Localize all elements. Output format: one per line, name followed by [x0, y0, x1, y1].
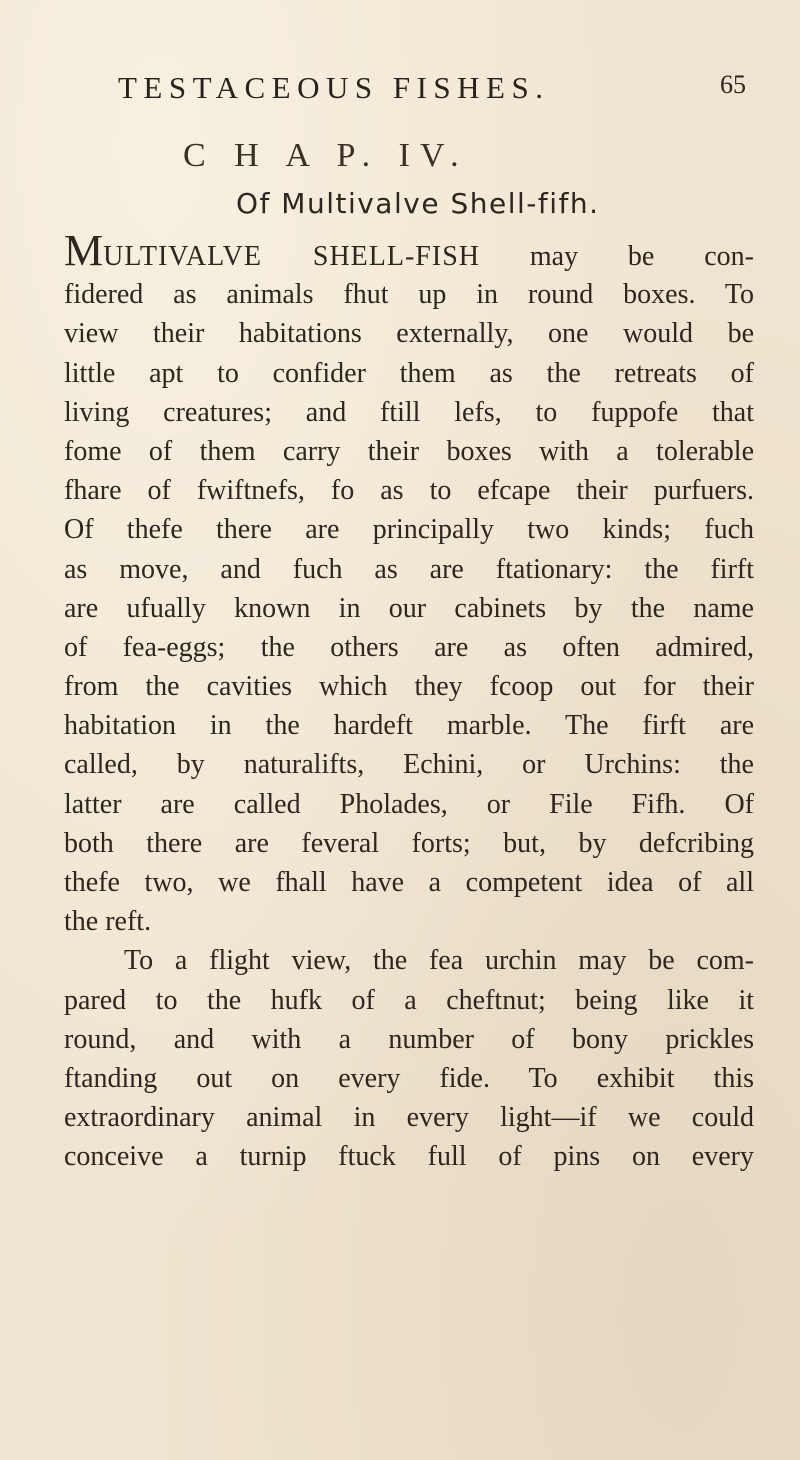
text-line: Of thefe there are principally two kinds; fuch: [64, 514, 754, 546]
chapter-subtitle: Of Multivalve Shell-fifh.: [236, 187, 600, 220]
running-head: [118, 70, 758, 110]
text-line: called, by naturalifts, Echini, or Urchins: the: [64, 749, 754, 781]
text-line: ftanding out on every fide. To exhibit this: [64, 1062, 754, 1094]
text-line: fhare of fwiftnefs, fo as to efcape their purfuers.: [64, 475, 754, 507]
drop-cap: M: [64, 226, 104, 275]
text-line: view their habitations externally, one would be: [64, 318, 754, 350]
text-line: thefe two, we fhall have a competent idea of all: [64, 867, 754, 898]
text-line: are ufually known in our cabinets by the name: [64, 592, 754, 624]
text-line: latter are called Pholades, or File Fifh. Of: [64, 788, 754, 820]
text-line: fidered as animals fhut up in round boxes. To: [64, 279, 754, 311]
text-line: fome of them carry their boxes with a tolerable: [64, 435, 754, 467]
text-line: extraordinary animal in every light—if we could: [64, 1102, 754, 1134]
lead-rest: may be con-: [479, 241, 754, 272]
body-text: [64, 226, 754, 1177]
page-number: 65: [720, 70, 746, 99]
lead-smallcaps: ULTIVALVE SHELL-FISH: [103, 241, 480, 272]
text-line: [64, 226, 754, 275]
text-line: the reft.: [64, 906, 152, 938]
text-line: as move, and fuch as are ftationary: the firft: [64, 553, 754, 585]
text-line: little apt to confider them as the retreats of: [64, 357, 754, 389]
running-head-title: TESTACEOUS FISHES.: [118, 70, 550, 105]
text-line: round, and with a number of bony prickles: [64, 1023, 754, 1055]
text-line: conceive a turnip ftuck full of pins on every: [64, 1141, 754, 1173]
text-line: both there are feveral forts; but, by defcribing: [64, 827, 754, 859]
chapter-heading: C H A P. IV.: [183, 137, 469, 174]
text-line: habitation in the hardeft marble. The firft are: [64, 710, 754, 742]
text-line: of fea-eggs; the others are as often admired,: [64, 631, 754, 663]
text-line: pared to the hufk of a cheftnut; being like it: [64, 984, 754, 1016]
text-line: To a flight view, the fea urchin may be com-: [124, 945, 754, 977]
text-line: from the cavities which they fcoop out for their: [64, 671, 754, 703]
text-line: living creatures; and ftill lefs, to fuppofe that: [64, 396, 754, 428]
